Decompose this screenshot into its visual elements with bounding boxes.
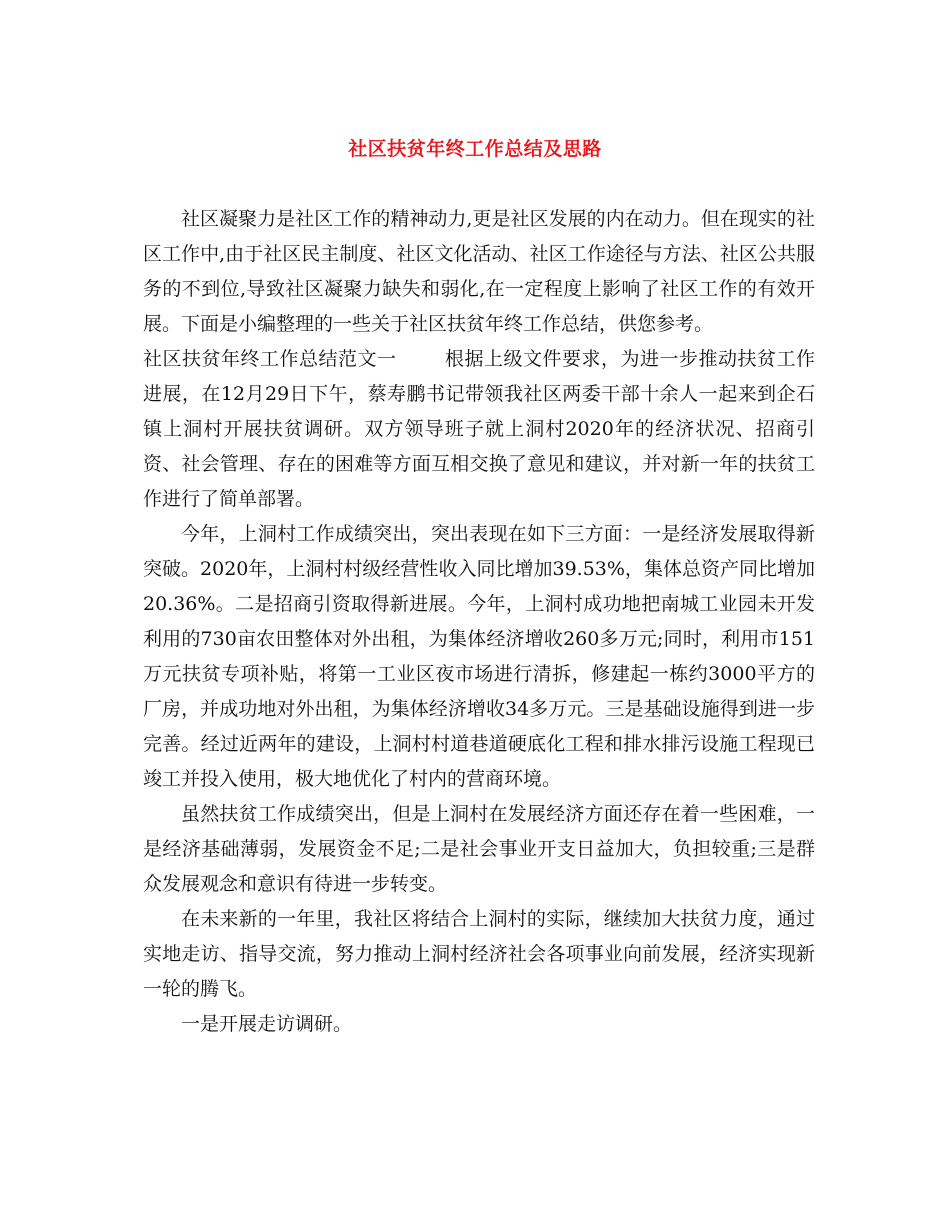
achievements-paragraph: 今年，上洞村工作成绩突出，突出表现在如下三方面：一是经济发展取得新突破。2020年，上洞村村级经营性收入同比增加39.53%，集体总资产同比增加20.36%。二是招商引资取得新进展。今年，上洞村成功地把南城工业园未开发利用的730亩农田整体对外出租，为集体经济增收260多万元;同时，利用市151万元扶贫专项补贴，将第一工业区夜市场进行清拆，修建起一栋约3000平方的厂房，并成功地对外出租，为集体经济增收34多万元。三是基础设施得到进一步完善。经过近两年的建设，上洞村村道巷道硬底化工程和排水排污设施工程现已竣工并投入使用，极大地优化了村内的营商环境。 bbox=[143, 523, 815, 790]
section-heading: 社区扶贫年终工作总结范文一 bbox=[143, 348, 397, 370]
section-paragraph bbox=[143, 342, 815, 517]
document-title: 社区扶贫年终工作总结及思路 bbox=[348, 138, 602, 160]
plan-paragraph: 在未来新的一年里，我社区将结合上洞村的实际，继续加大扶贫力度，通过实地走访、指导交流，努力推动上洞村经济社会各项事业向前发展，经济实现新一轮的腾飞。 bbox=[143, 908, 815, 1000]
intro-paragraph: 社区凝聚力是社区工作的精神动力,更是社区发展的内在动力。但在现实的社区工作中,由于社区民主制度、社区文化活动、社区工作途径与方法、社区公共服务的不到位,导致社区凝聚力缺失和弱化,在一定程度上影响了社区工作的有效开展。下面是小编整理的一些关于社区扶贫年终工作总结，供您参考。 bbox=[143, 208, 815, 335]
difficulties-paragraph: 虽然扶贫工作成绩突出，但是上洞村在发展经济方面还存在着一些困难，一是经济基础薄弱，发展资金不足;二是社会事业开支日益加大，负担较重;三是群众发展观念和意识有待进一步转变。 bbox=[143, 803, 815, 895]
first-item-paragraph: 一是开展走访调研。 bbox=[181, 1013, 353, 1035]
section-lead: 根据上级文件要求，为进一步推动扶贫工作进展，在12月29日下午，蔡寿鹏书记带领我社区两委干部十余人一起来到企石镇上洞村开展扶贫调研。双方领导班子就上洞村2020年的经济状况、招商引资、社会管理、存在的困难等方面互相交换了意见和建议，并对新一年的扶贫工作进行了简单部署。 bbox=[143, 348, 815, 510]
document-body bbox=[143, 202, 815, 1042]
